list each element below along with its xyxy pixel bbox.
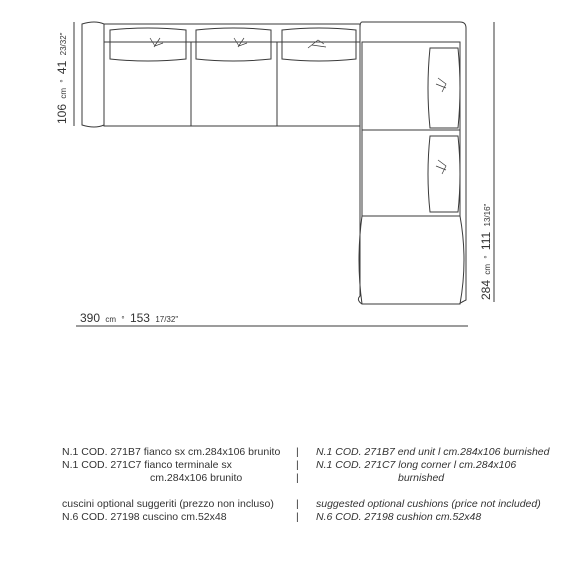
separator: | (296, 459, 299, 471)
legend-en-line-4: suggested optional cushions (price not included) (316, 498, 541, 510)
sofa-cushion-5 (428, 136, 460, 212)
dimension-labels (55, 32, 493, 325)
separator: | (296, 446, 299, 458)
sofa-cushion-3 (282, 28, 356, 61)
depth-dimension-label: 106 cm ° 41 23/32" (55, 32, 69, 124)
legend-en-line-5: N.6 COD. 27198 cushion cm.52x48 (316, 511, 482, 523)
legend-en-line-2: N.1 COD. 271C7 long corner l cm.284x106 (316, 459, 517, 471)
length-dimension-label: 284 cm ° 111 13/16" (479, 203, 493, 300)
legend-it-line-3: cm.284x106 brunito (150, 472, 243, 484)
sofa-backrest-top (104, 24, 360, 42)
legend-separators (296, 446, 299, 524)
sofa-seat-1 (104, 42, 191, 126)
legend-it-line-5: N.6 COD. 27198 cuscino cm.52x48 (62, 511, 227, 523)
sofa-cushion-2 (196, 28, 271, 61)
sofa-corner-back (358, 22, 466, 304)
sofa-seat-2 (191, 42, 277, 126)
width-dimension-label: 390 cm ° 153 17/32" (80, 311, 179, 325)
separator: | (296, 511, 299, 523)
sofa-corner-seat-3 (359, 216, 464, 304)
legend-it-line-4: cuscini optional suggeriti (prezzo non incluso) (62, 498, 274, 510)
separator: | (296, 472, 299, 484)
sofa-armrest-left (82, 22, 104, 127)
legend-it-line-1: N.1 COD. 271B7 fianco sx cm.284x106 brunito (62, 446, 281, 458)
separator: | (296, 498, 299, 510)
sofa-corner-seat-2 (362, 130, 460, 216)
legend-en-line-1: N.1 COD. 271B7 end unit l cm.284x106 burnished (316, 446, 550, 458)
legend-italian (62, 446, 280, 524)
legend-english (316, 446, 549, 524)
legend-it-line-2: N.1 COD. 271C7 fianco terminale sx (62, 459, 232, 471)
legend-en-line-3: burnished (398, 472, 445, 484)
sofa-seat-3 (277, 42, 360, 126)
sofa-cushion-1 (110, 28, 186, 61)
